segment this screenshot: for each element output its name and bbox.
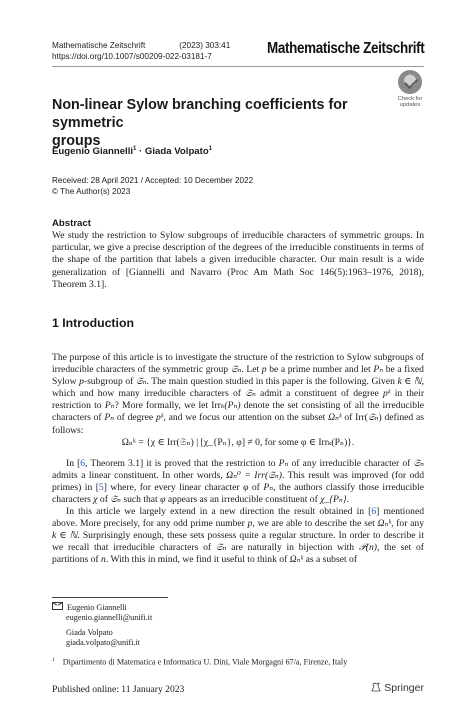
volume-article: (2023) 303:41 [179, 41, 231, 50]
display-equation: Ωₙᵏ = {χ ∈ Irr(𝔖ₙ) | [χ_{Pₙ}, φ] ≠ 0, for some φ ∈ Irrₖ(Pₙ)}. [121, 437, 355, 448]
journal-title: Mathematische Zeitschrift [266, 40, 424, 57]
check-updates-icon [398, 70, 422, 94]
paragraph-3: In this article we largely extend in a new direction the result obtained in [6] mentioned above. More precisely, for any odd prime number p, we are able to describe the set Ωₙᵏ, for any k ∈ ℕ. Surprisingly enough, these sets possess quite a regular structure. In order to describe it we recall that irreducible characters of 𝔖ₙ are naturally in bijection with 𝒫(n), the set of partitions of n. With this in mind, we find it useful to think of Ωₙᵏ as a subset of [52, 506, 425, 566]
springer-horse-icon [371, 682, 381, 692]
affiliation: $^1$ Dipartimento di Matematica e Informatica U. Dini, Viale Morgagni 67/a, Firenze, Italy [52, 657, 348, 667]
author-1[interactable]: Eugenio Giannelli [52, 146, 134, 158]
section-heading: 1 Introduction [52, 316, 134, 330]
citation-link[interactable]: 6 [371, 506, 377, 517]
author-2[interactable]: Giada Volpato [144, 146, 209, 158]
correspondence: Eugenio Giannelli eugenio.giannelli@unifi.it Giada Volpato giada.volpato@unifi.it [52, 602, 152, 649]
published-date: Published online: 11 January 2023 [52, 684, 185, 695]
article-dates: Received: 28 April 2021 / Accepted: 10 December 2022 © The Author(s) 2023 [52, 176, 254, 196]
paragraph-1: The purpose of this article is to investigate the structure of the restriction to Sylow subgroups of irreducible characters of the symmetric group 𝔖ₙ. Let p be a prime number and let Pₙ be a fixed Sylow p-subgroup of 𝔖ₙ. The main question studied in this paper is the following. Given k ∈ ℕ, which and how many irreducible characters of 𝔖ₙ admit a constituent of degree pᵏ in their restriction to Pₙ? More formally, we let Irrₖ(Pₙ) denote the set consisting of all the irreducible characters of Pₙ of degree pᵏ, and we focus our attention on the subset Ωₙᵏ of Irr(𝔖ₙ) defined as follows: [52, 352, 425, 436]
citation-link[interactable]: 6 [80, 458, 86, 469]
journal-meta [52, 40, 230, 62]
paragraph-2: In [6, Theorem 3.1] it is proved that the restriction to Pₙ of any irreducible character of 𝔖ₙ admits a linear constituent. In other words, Ωₙ⁰ = Irr(𝔖ₙ). This result was improved (for odd primes) in [5] where, for every linear character φ of Pₙ, the authors classify those irreducible characters χ of 𝔖ₙ such that φ appears as an irreducible constituent of χ_{Pₙ}. [52, 458, 425, 506]
doi-link[interactable]: https://doi.org/10.1007/s00209-022-03181-7 [52, 52, 212, 61]
header-rule [52, 66, 424, 67]
footnote-rule [52, 597, 168, 598]
article-title: Non-linear Sylow branching coefficients for symmetric groups [52, 97, 348, 149]
envelope-icon [52, 602, 63, 610]
abstract-heading: Abstract [52, 218, 91, 229]
abstract-text: We study the restriction to Sylow subgroups of irreducible characters of symmetric groups. In particular, we give a precise description of the degrees of the irreducible constituents in terms of the shape of the partition that labels a given irreducible character. Our main result is a wide generalization of [Giannelli and Navarro (Proc Am Math Soc 146(5):1963–1976, 2018), Theorem 3.1]. [52, 230, 424, 290]
email-link[interactable]: eugenio.giannelli@unifi.it [66, 613, 153, 623]
author-list: Eugenio Giannelli$^1$ · Giada Volpato$^1$ [52, 146, 213, 158]
journal-name-small: Mathematische Zeitschrift [52, 41, 146, 50]
publisher-logo: Springer [371, 682, 424, 694]
citation-link[interactable]: 5 [98, 482, 104, 494]
email-link[interactable]: giada.volpato@unifi.it [66, 638, 140, 648]
check-for-updates-button[interactable]: Check for updates [393, 70, 427, 109]
